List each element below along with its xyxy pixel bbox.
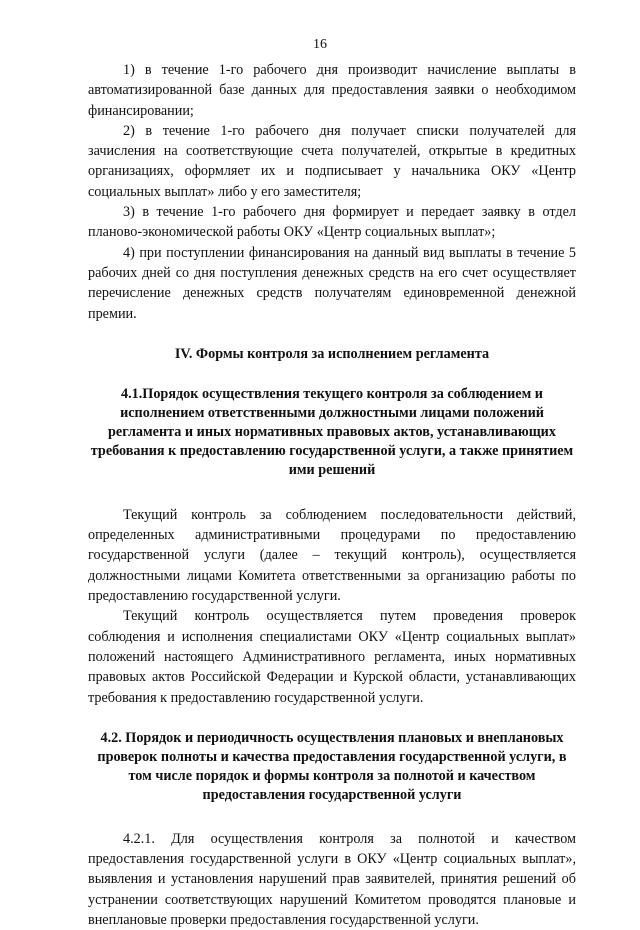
paragraph: 4.2.1. Для осуществления контроля за полнотой и качеством предоставления государственной услуги в ОКУ «Центр социальных выплат», выявления и установления нарушений прав заявителей, принятия решений об устранении соответствующих нарушений Комитетом проводятся плановые и внеплановые проверки предоставления государственной услуги. — [88, 830, 576, 929]
paragraph: Текущий контроль осуществляется путем проведения проверок соблюдения и исполнения специалистами ОКУ «Центр социальных выплат» положений настоящего Административного регламента, иных нормативных правовых актов Российской Федерации и Курской области, устанавливающих требования к предоставлению государственной услуги. — [88, 608, 576, 706]
list-item: 1) в течение 1-го рабочего дня производит начисление выплаты в автоматизированной базе данных для предоставления заявки о необходимом финансировании; — [88, 62, 576, 119]
subsection-1-heading: 4.1.Порядок осуществления текущего контроля за соблюдением и исполнением ответственными должностными лицами положений регламента и иных нормативных правовых актов, устанавливающих требования к предоставлению государственной услуги, а также принятием ими решений — [90, 385, 574, 478]
document-body — [88, 60, 576, 930]
subsection-2-heading: 4.2. Порядок и периодичность осуществления плановых и внеплановых проверок полноты и качества предоставления государственной услуги, в том числе порядок и формы контроля за полнотой и качеством предоставления государственной услуги — [97, 729, 567, 803]
list-item: 3) в течение 1-го рабочего дня формирует и передает заявку в отдел планово-экономической работы ОКУ «Центр социальных выплат»; — [88, 204, 576, 241]
page-number: 16 — [313, 37, 327, 52]
section-heading: IV. Формы контроля за исполнением регламента — [174, 345, 490, 362]
list-item: 4) при поступлении финансирования на данный вид выплаты в течение 5 рабочих дней со дня поступления денежных средств на его счет осуществляет перечисление денежных средств получателям единовременной денежной премии. — [88, 244, 576, 322]
list-item: 2) в течение 1-го рабочего дня получает списки получателей для зачисления на соответствующие счета получателей, открытые в кредитных организациях, оформляет их и подписывает у начальника ОКУ «Центр социальных выплат» либо у его заместителя; — [88, 122, 576, 200]
procedure-list — [88, 60, 576, 324]
subsection-2-body — [88, 829, 576, 930]
subsection-1-body — [88, 505, 576, 708]
paragraph: Текущий контроль за соблюдением последовательности действий, определенных административными процедурами по предоставлению государственной услуги (далее – текущий контроль), осуществляется должностными лицами Комитета ответственными за организацию работы по предоставлению государственной услуги. — [88, 506, 576, 605]
